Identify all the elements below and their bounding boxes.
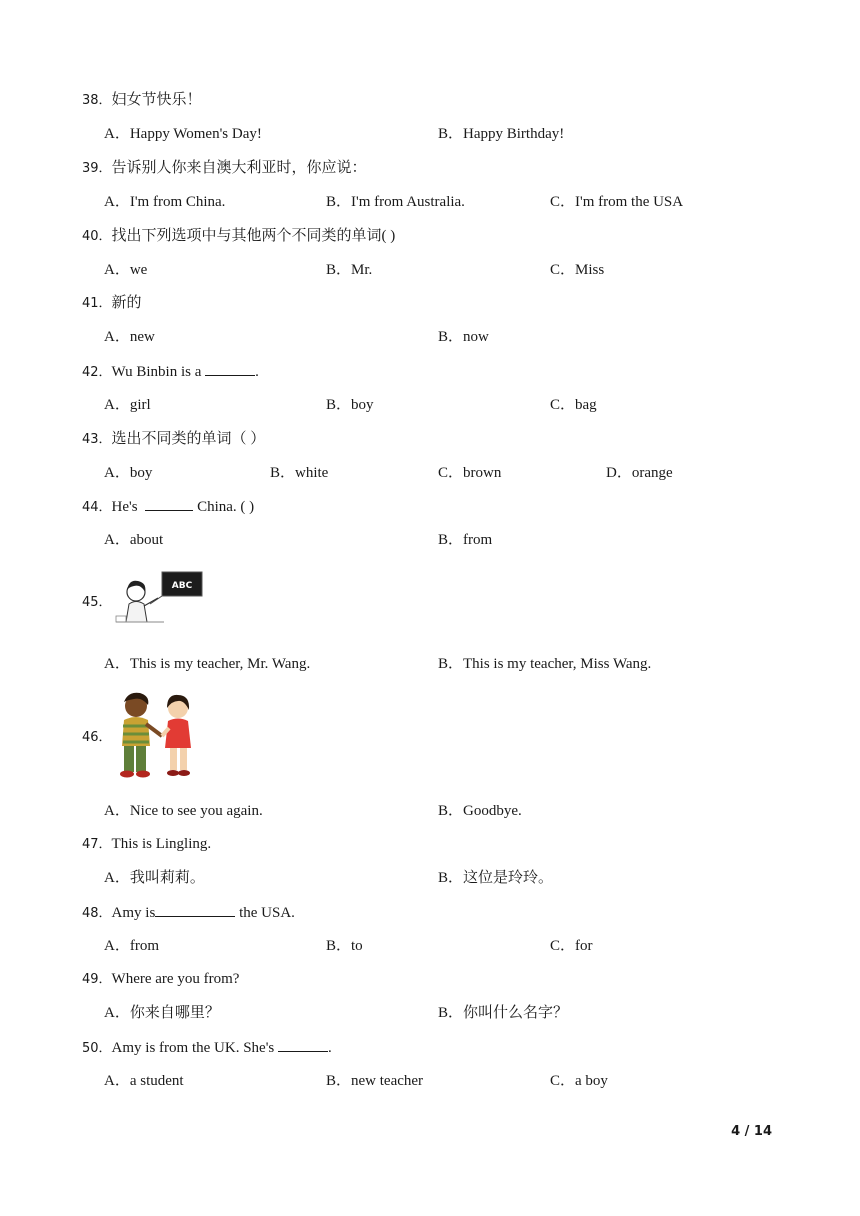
question-47: 47．This is Lingling. xyxy=(82,836,212,852)
option-48-c[interactable]: C．for xyxy=(550,938,593,954)
option-42-b[interactable]: B．boy xyxy=(326,397,374,413)
answer-blank xyxy=(155,902,235,917)
option-45-a[interactable]: A．This is my teacher, Mr. Wang. xyxy=(104,656,311,672)
question-39: 39．告诉别人你来自澳大利亚时，你应说： xyxy=(82,160,367,176)
option-44-a[interactable]: A．about xyxy=(104,532,164,548)
question-42: 42．Wu Binbin is a . xyxy=(82,361,259,383)
option-46-b[interactable]: B．Goodbye. xyxy=(438,803,522,819)
option-42-a[interactable]: A．girl xyxy=(104,397,151,413)
question-50: 50．Amy is from the UK. She's . xyxy=(82,1037,332,1059)
option-43-b[interactable]: B．white xyxy=(270,465,329,481)
option-47-a[interactable]: A．我叫莉莉。 xyxy=(104,870,205,886)
option-39-c[interactable]: C．I'm from the USA xyxy=(550,194,684,210)
page-number: 4 / 14 xyxy=(731,1124,772,1139)
question-48: 48．Amy is the USA. xyxy=(82,902,295,924)
option-43-c[interactable]: C．brown xyxy=(438,465,502,481)
question-44: 44．He's China. ( ) xyxy=(82,496,254,518)
option-50-b[interactable]: B．new teacher xyxy=(326,1073,424,1089)
option-39-b[interactable]: B．I'm from Australia. xyxy=(326,194,465,210)
option-47-b[interactable]: B．这位是玲玲。 xyxy=(438,870,554,886)
option-45-b[interactable]: B．This is my teacher, Miss Wang. xyxy=(438,656,652,672)
question-43: 43．选出不同类的单词（ ） xyxy=(82,431,266,447)
option-39-a[interactable]: A．I'm from China. xyxy=(104,194,226,210)
option-40-b[interactable]: B．Mr. xyxy=(326,262,373,278)
question-38: 38．妇女节快乐！ xyxy=(82,92,202,108)
blackboard-letters: ABC xyxy=(171,581,193,591)
children-handshake-image xyxy=(112,690,198,782)
option-40-a[interactable]: A．we xyxy=(104,262,148,278)
option-38-a[interactable]: A．Happy Women's Day! xyxy=(104,126,262,142)
option-40-c[interactable]: C．Miss xyxy=(550,262,605,278)
option-46-a[interactable]: A．Nice to see you again. xyxy=(104,803,263,819)
option-38-b[interactable]: B．Happy Birthday! xyxy=(438,126,565,142)
option-49-b[interactable]: B．你叫什么名字？ xyxy=(438,1005,569,1021)
option-44-b[interactable]: B．from xyxy=(438,532,493,548)
option-50-c[interactable]: C．a boy xyxy=(550,1073,608,1089)
question-40: 40．找出下列选项中与其他两个不同类的单词( ) xyxy=(82,228,396,244)
option-48-b[interactable]: B．to xyxy=(326,938,363,954)
question-46: 46． xyxy=(82,730,112,745)
option-43-d[interactable]: D．orange xyxy=(606,465,673,481)
option-41-b[interactable]: B．now xyxy=(438,329,489,345)
answer-blank xyxy=(278,1037,328,1052)
option-43-a[interactable]: A．boy xyxy=(104,465,153,481)
option-48-a[interactable]: A．from xyxy=(104,938,159,954)
teacher-blackboard-image xyxy=(114,570,206,626)
option-50-a[interactable]: A．a student xyxy=(104,1073,184,1089)
question-45: 45． xyxy=(82,595,112,610)
question-41: 41．新的 xyxy=(82,295,142,311)
option-41-a[interactable]: A．new xyxy=(104,329,155,345)
answer-blank xyxy=(145,496,193,511)
option-49-a[interactable]: A．你来自哪里？ xyxy=(104,1005,220,1021)
question-49: 49．Where are you from? xyxy=(82,971,240,987)
option-42-c[interactable]: C．bag xyxy=(550,397,597,413)
answer-blank xyxy=(205,361,255,376)
